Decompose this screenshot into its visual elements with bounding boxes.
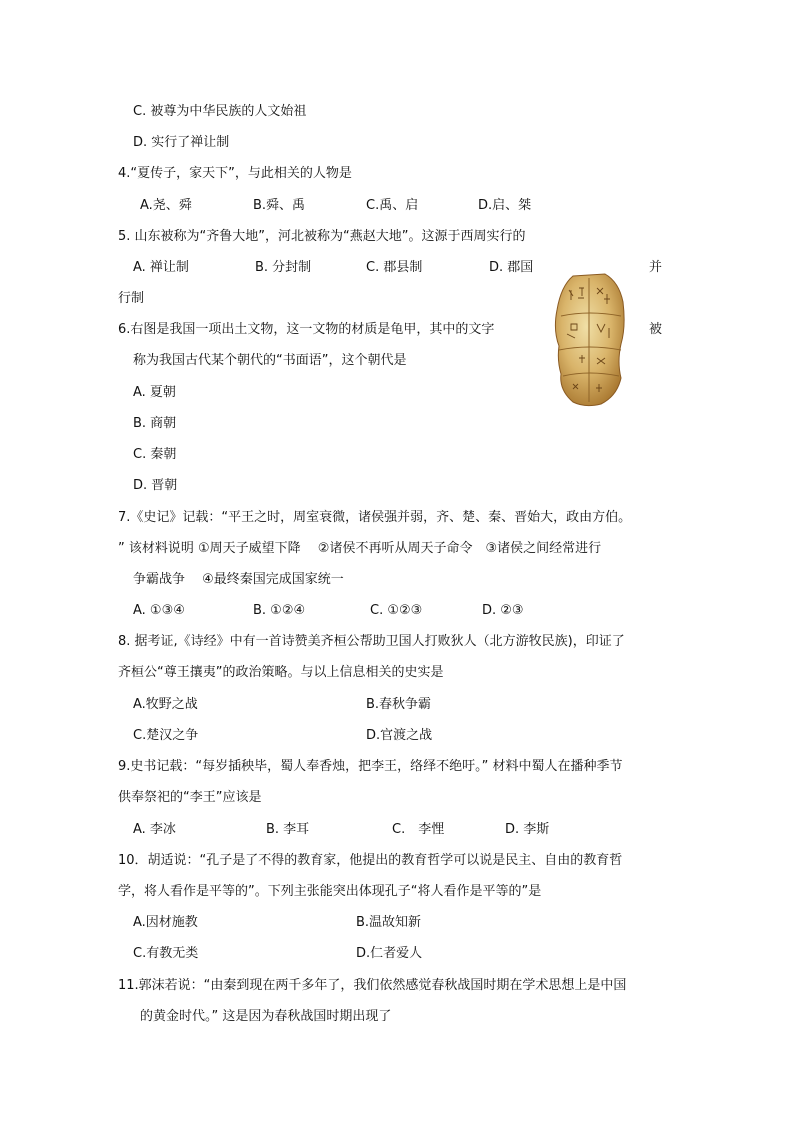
q5-option-d: D. 郡国	[489, 260, 534, 275]
q11-line1: 11.郭沫若说：“由秦到现在两千多年了，我们依然感觉春秋战国时期在学术思想上是中国	[118, 978, 627, 993]
q9-line2: 供奉祭祀的“李王”应该是	[118, 790, 262, 805]
q8-option-c: C.楚汉之争	[133, 728, 199, 743]
q10-line1: 10．胡适说：“孔子是了不得的教育家，他提出的教育哲学可以说是民主、自由的教育哲	[118, 853, 623, 868]
q6-stem-tail: 被	[649, 322, 663, 337]
q5-continuation: 行制	[118, 291, 145, 306]
q6-option-c: C. 秦朝	[133, 447, 177, 462]
q9-option-c: C. 李悝	[392, 822, 445, 837]
q5-option-a: A. 禅让制	[133, 260, 189, 275]
turtle-shell-icon	[551, 272, 627, 408]
q9-option-d: D. 李斯	[505, 822, 550, 837]
q8-option-b: B.春秋争霸	[366, 697, 432, 712]
q8-line1: 8. 据考证,《诗经》中有一首诗赞美齐桓公帮助卫国人打败狄人（北方游牧民族)，印证了	[118, 634, 625, 649]
q10-option-a: A.因材施教	[133, 915, 198, 930]
oracle-bone-image	[551, 272, 627, 408]
q10-line2: 学，将人看作是平等的”。下列主张能突出体现孔子“将人看作是平等的”是	[118, 884, 542, 899]
q3-option-d: D. 实行了禅让制	[133, 135, 230, 150]
q3-option-c: C. 被尊为中华民族的人文始祖	[133, 104, 307, 119]
q8-option-d: D.官渡之战	[366, 728, 433, 743]
q10-option-d: D.仁者爱人	[356, 946, 423, 961]
q6-option-b: B. 商朝	[133, 416, 177, 431]
q4-option-b: B.舜、禹	[253, 198, 306, 213]
q6-option-a: A. 夏朝	[133, 385, 176, 400]
q5-stem: 5. 山东被称为“齐鲁大地”，河北被称为“燕赵大地”。这源于西周实行的	[118, 229, 526, 244]
q6-stem-line2: 称为我国古代某个朝代的“书面语”，这个朝代是	[133, 353, 407, 368]
q5-option-d-tail: 并	[649, 260, 663, 275]
q11-line2: 的黄金时代。” 这是因为春秋战国时期出现了	[140, 1009, 392, 1024]
q9-option-b: B. 李耳	[266, 822, 310, 837]
q4-option-d: D.启、桀	[478, 198, 532, 213]
q8-option-a: A.牧野之战	[133, 697, 198, 712]
q10-option-c: C.有教无类	[133, 946, 199, 961]
q5-option-b: B. 分封制	[255, 260, 312, 275]
q7-line2: ” 该材料说明 ①周天子威望下降 ②诸侯不再听从周天子命令 ③诸侯之间经常进行	[118, 541, 602, 556]
q10-option-b: B.温故知新	[356, 915, 422, 930]
q4-option-a: A.尧、舜	[140, 198, 192, 213]
q7-option-b: B. ①②④	[253, 603, 306, 618]
q7-option-a: A. ①③④	[133, 603, 185, 618]
q6-stem-line1: 6.右图是我国一项出土文物，这一文物的材质是龟甲，其中的文字	[118, 322, 495, 337]
q9-line1: 9.史书记载：“每岁插秧毕，蜀人奉香烛，把李王，络绎不绝吁。” 材料中蜀人在播种季节	[118, 759, 623, 774]
q4-stem: 4.“夏传子，家天下”，与此相关的人物是	[118, 166, 352, 181]
q4-option-c: C.禹、启	[366, 198, 419, 213]
q7-line1: 7.《史记》记载：“平王之时，周室衰微，诸侯强并弱，齐、楚、秦、晋始大，政由方伯。	[118, 510, 632, 525]
q5-option-c: C. 郡县制	[366, 260, 423, 275]
q6-option-d: D. 晋朝	[133, 478, 178, 493]
q9-option-a: A. 李冰	[133, 822, 176, 837]
q7-option-d: D. ②③	[482, 603, 524, 618]
q7-option-c: C. ①②③	[370, 603, 423, 618]
q8-line2: 齐桓公“尊王攘夷”的政治策略。与以上信息相关的史实是	[118, 665, 444, 680]
q7-line3: 争霸战争 ④最终秦国完成国家统一	[133, 572, 344, 587]
